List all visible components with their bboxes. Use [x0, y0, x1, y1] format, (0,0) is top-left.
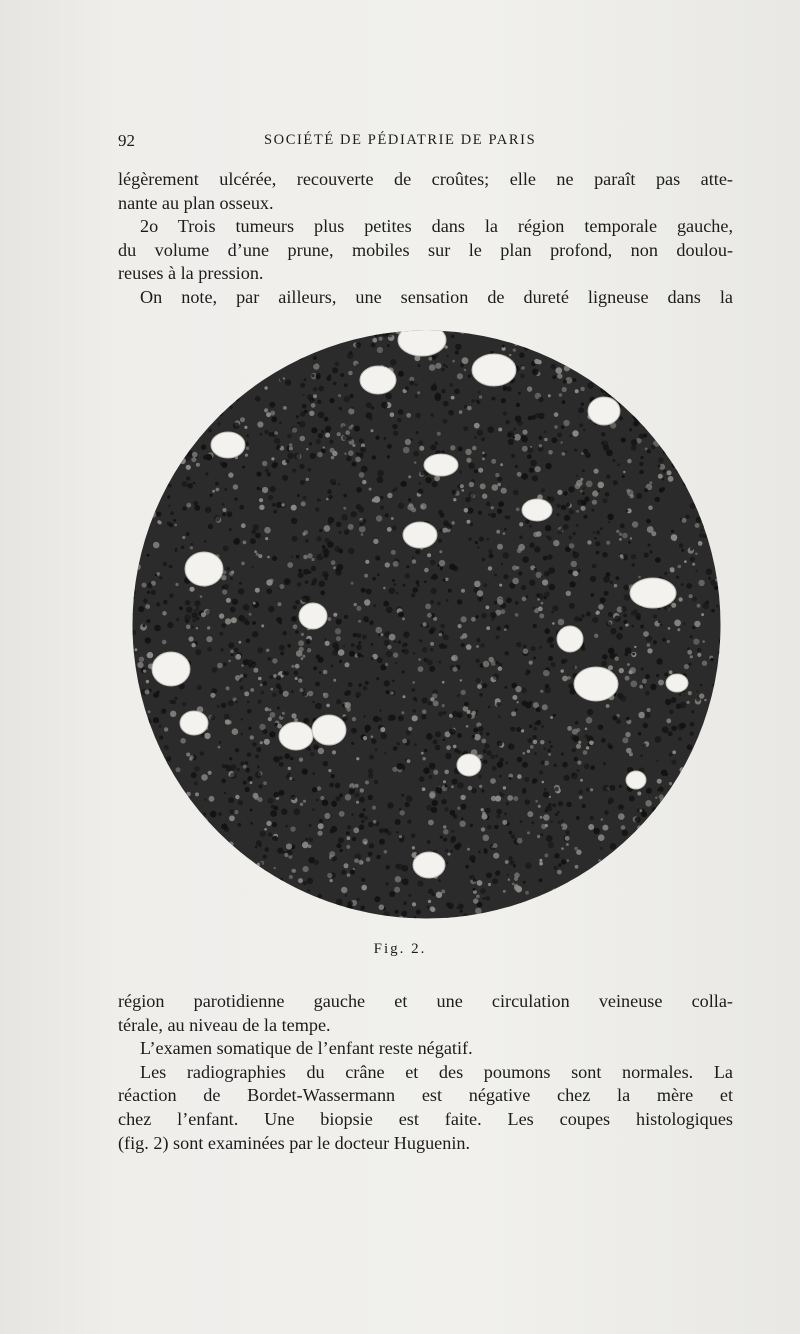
figure-caption: Fig. 2. — [373, 941, 427, 957]
text-line: réaction de Bordet-Wassermann est négative chez la mère et — [118, 1085, 733, 1106]
text-line: L’examen somatique de l’enfant reste négatif. — [140, 1038, 473, 1059]
text-line: légèrement ulcérée, recouverte de croûtes; elle ne paraît pas atte- — [118, 169, 733, 189]
text-line: 2o Trois tumeurs plus petites dans la région temporale gauche, — [140, 216, 733, 237]
paragraph-block-bottom — [118, 990, 733, 1155]
text-line: térale, au niveau de la tempe. — [118, 1014, 331, 1035]
text-line: reuses à la pression. — [118, 263, 264, 284]
micrograph-image — [130, 328, 723, 921]
paragraph-block-top — [118, 168, 733, 310]
text-line: Les radiographies du crâne et des poumons sont normales. La — [140, 1061, 733, 1082]
text-line: (fig. 2) sont examinées par le docteur Huguenin. — [118, 1132, 471, 1153]
page-header — [118, 131, 722, 155]
text-line: région parotidienne gauche et une circulation veineuse colla- — [118, 991, 733, 1011]
text-line: chez l’enfant. Une biopsie est faite. Les coupes histologiques — [118, 1108, 733, 1129]
running-title: SOCIÉTÉ DE PÉDIATRIE DE PARIS — [264, 132, 537, 148]
text-line: du volume d’une prune, mobiles sur le plan profond, non doulou- — [118, 239, 733, 260]
text-line: On note, par ailleurs, une sensation de dureté ligneuse dans la — [140, 286, 733, 307]
page-number: 92 — [118, 131, 135, 150]
text-line: nante au plan osseux. — [118, 192, 274, 213]
histology-micrograph — [130, 328, 723, 921]
